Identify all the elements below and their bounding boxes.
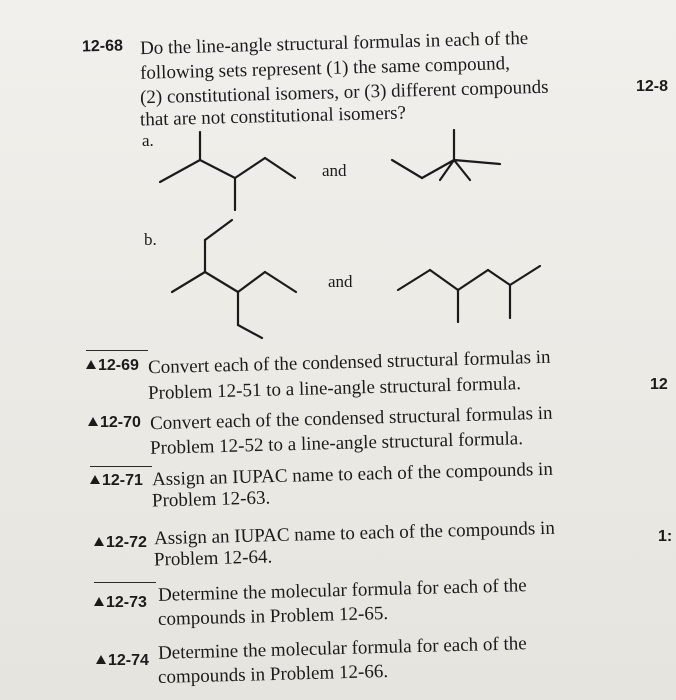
structure-b-right	[398, 266, 540, 322]
problem-number: 12-68	[81, 37, 124, 56]
triangle-icon	[86, 360, 96, 369]
part-b-label: b.	[144, 230, 157, 249]
problem-number: 12-70	[88, 412, 141, 434]
problem-text-line: (2) constitutional isomers, or (3) different compounds	[139, 76, 549, 109]
problem-text-line: Convert each of the condensed structural formulas in	[147, 346, 551, 379]
problem-text-line: Do the line-angle structural formulas in each of the	[139, 27, 529, 60]
triangle-icon	[96, 655, 106, 664]
problem-text-line: that are not constitutional isomers?	[139, 102, 407, 131]
problem-number: 12-69	[86, 355, 139, 377]
problem-text-line: Assign an IUPAC name to each of the compounds in	[151, 458, 554, 491]
problem-text-line: compounds in Problem 12-66.	[157, 660, 389, 689]
structure-b-left	[172, 220, 296, 338]
problem-text-line: Convert each of the condensed structural formulas in	[149, 402, 553, 435]
triangle-icon	[94, 537, 104, 546]
problem-number: 12-74	[96, 650, 149, 672]
problem-text-line: Determine the molecular formula for each of the	[157, 575, 527, 606]
structure-a-right	[392, 130, 500, 180]
problem-text-line: Assign an IUPAC name to each of the compounds in	[153, 517, 556, 550]
problem-text-line: compounds in Problem 12-65.	[157, 602, 389, 631]
margin-problem-number: 12-8	[636, 78, 669, 95]
problem-number: 12-71	[90, 470, 143, 492]
triangle-icon	[94, 597, 104, 606]
problem-text-line: Problem 12-51 to a line-angle structural formula.	[147, 373, 522, 404]
divider-rule	[90, 466, 152, 467]
margin-problem-number: 1:	[658, 528, 673, 545]
problem-text-line: Problem 12-63.	[151, 487, 271, 512]
and-label: and	[322, 161, 347, 180]
and-label: and	[328, 272, 353, 291]
structure-a-left	[160, 132, 295, 210]
divider-rule	[86, 350, 148, 351]
part-a-label: a.	[142, 131, 154, 150]
problem-number: 12-73	[94, 592, 147, 614]
problem-text-line: following sets represent (1) the same compound,	[139, 53, 511, 84]
triangle-icon	[88, 417, 98, 426]
problem-text-line: Problem 12-64.	[153, 546, 273, 571]
margin-problem-number: 12	[650, 376, 668, 393]
divider-rule	[94, 582, 156, 583]
problem-text-line: Determine the molecular formula for each of the	[157, 633, 527, 664]
triangle-icon	[90, 475, 100, 484]
problem-number: 12-72	[94, 532, 147, 554]
problem-text-line: Problem 12-52 to a line-angle structural formula.	[149, 428, 524, 459]
